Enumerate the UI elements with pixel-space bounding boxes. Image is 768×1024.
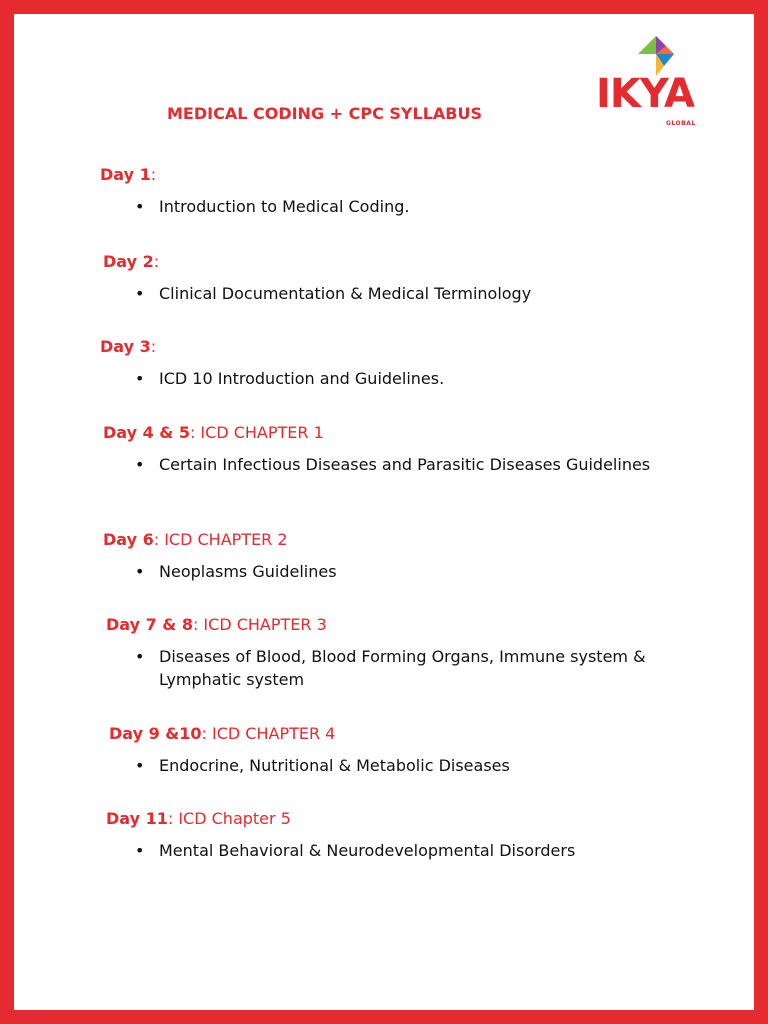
- list-item: [100, 195, 679, 218]
- item-list: [100, 195, 740, 218]
- day-label: Day 7 & 8: [106, 615, 193, 634]
- day-topic: ICD CHAPTER 2: [159, 530, 288, 549]
- syllabus-page: [14, 14, 754, 1010]
- bullet-icon: •: [135, 369, 145, 388]
- bullet-icon: •: [135, 841, 145, 860]
- item-list: [109, 754, 749, 777]
- day-heading: Day 1:: [100, 165, 157, 184]
- logo-mark-icon: [636, 36, 676, 76]
- ikya-logo: [596, 36, 706, 136]
- day-heading: Day 6: ICD CHAPTER 2: [103, 530, 288, 549]
- item-text: Diseases of Blood, Blood Forming Organs, Immune system & Lymphatic system: [159, 647, 646, 689]
- logo-subtext: GLOBAL: [666, 120, 696, 127]
- item-text: Certain Infectious Diseases and Parasitic Diseases Guidelines: [159, 455, 651, 474]
- day-section: [106, 614, 746, 691]
- item-text: Endocrine, Nutritional & Metabolic Diseases: [159, 756, 510, 775]
- list-item: [100, 282, 679, 305]
- day-label: Day 3: [100, 337, 151, 356]
- day-heading: Day 7 & 8: ICD CHAPTER 3: [106, 615, 327, 634]
- day-label: Day 4 & 5: [103, 423, 190, 442]
- day-section: [100, 164, 740, 218]
- item-list: [100, 367, 740, 390]
- day-section: [109, 723, 749, 777]
- item-list: [103, 560, 743, 583]
- day-topic: ICD CHAPTER 4: [206, 724, 336, 743]
- list-item: [100, 560, 679, 583]
- item-text: Mental Behavioral & Neurodevelopmental Disorders: [159, 841, 576, 860]
- day-heading: Day 11: ICD Chapter 5: [106, 809, 291, 828]
- bullet-icon: •: [135, 197, 145, 216]
- list-item: [100, 839, 679, 862]
- day-label: Day 11: [106, 809, 168, 828]
- day-section: [103, 251, 743, 305]
- bullet-icon: •: [135, 562, 145, 581]
- list-item: [100, 754, 679, 777]
- item-list: [103, 453, 743, 476]
- day-heading: Day 2:: [103, 252, 160, 271]
- day-topic: ICD CHAPTER 1: [195, 423, 324, 442]
- list-item: [100, 367, 679, 390]
- item-text: Neoplasms Guidelines: [159, 562, 337, 581]
- day-label: Day 1: [100, 165, 151, 184]
- bullet-icon: •: [135, 647, 145, 666]
- day-heading: Day 3:: [100, 337, 157, 356]
- item-text: Introduction to Medical Coding.: [159, 197, 410, 216]
- list-item: [100, 645, 679, 691]
- day-label: Day 2: [103, 252, 154, 271]
- day-topic: ICD Chapter 5: [173, 809, 291, 828]
- day-section: [106, 808, 746, 862]
- item-text: Clinical Documentation & Medical Terminology: [159, 284, 532, 303]
- item-text: ICD 10 Introduction and Guidelines.: [159, 369, 445, 388]
- item-list: [106, 839, 746, 862]
- item-list: [103, 282, 743, 305]
- day-label: Day 9 &10: [109, 724, 202, 743]
- day-heading: Day 9 &10: ICD CHAPTER 4: [109, 724, 336, 743]
- bullet-icon: •: [135, 284, 145, 303]
- day-topic: ICD CHAPTER 3: [198, 615, 327, 634]
- bullet-icon: •: [135, 455, 145, 474]
- logo-text: IKYA: [596, 71, 694, 117]
- page-title: MEDICAL CODING + CPC SYLLABUS: [167, 104, 482, 123]
- day-section: [103, 422, 743, 476]
- day-heading: Day 4 & 5: ICD CHAPTER 1: [103, 423, 324, 442]
- item-list: [106, 645, 746, 691]
- day-section: [103, 529, 743, 583]
- day-label: Day 6: [103, 530, 154, 549]
- list-item: [100, 453, 679, 476]
- bullet-icon: •: [135, 756, 145, 775]
- day-section: [100, 336, 740, 390]
